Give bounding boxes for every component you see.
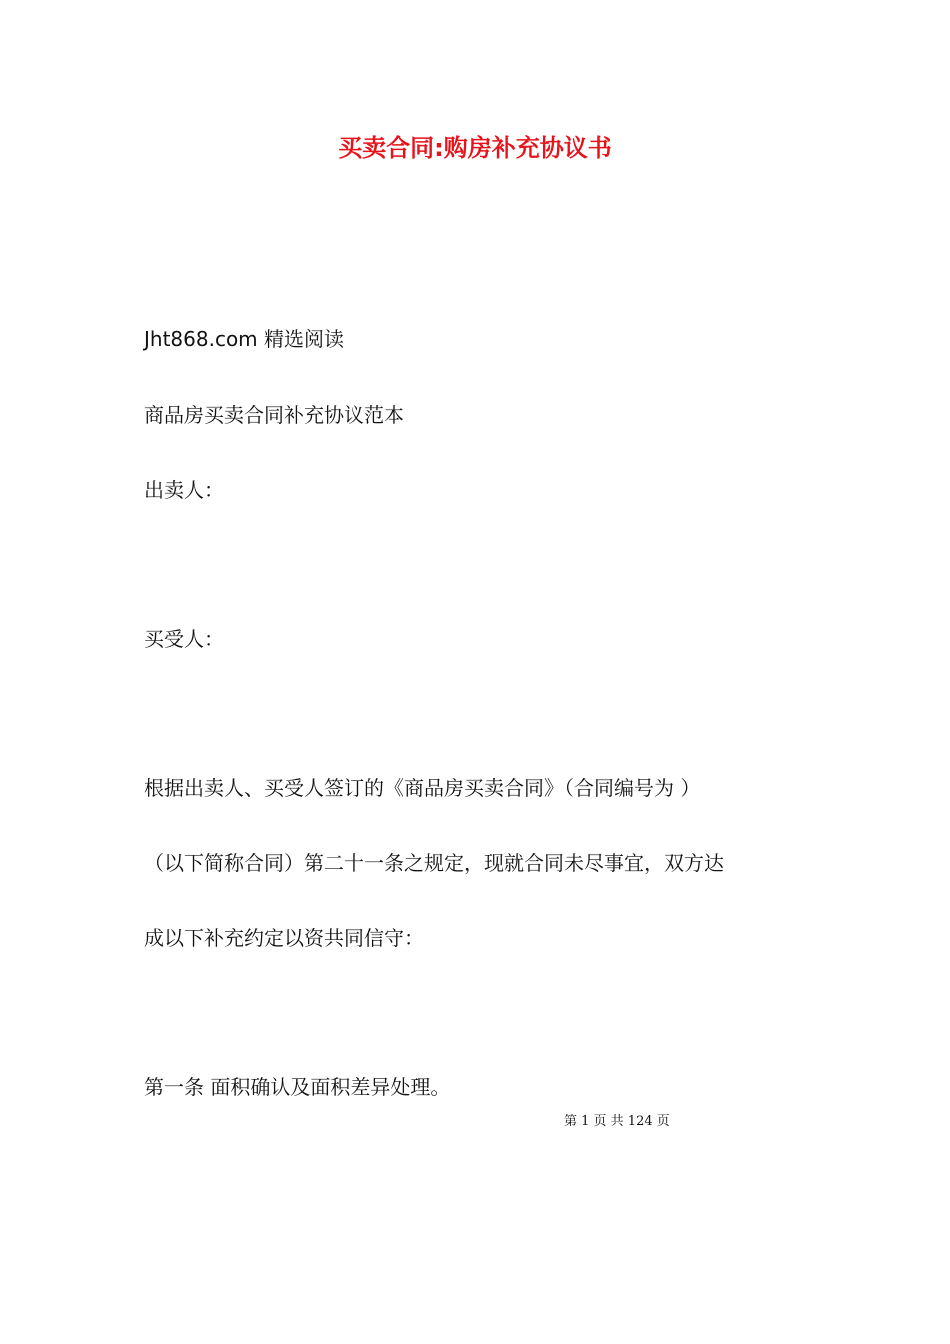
- buyer-label: 买受人：: [144, 627, 224, 651]
- page-footer: 第 1 页 共 124 页: [564, 1114, 670, 1129]
- seller-label: 出卖人：: [144, 478, 224, 502]
- paragraph-line-3: 成以下补充约定以资共同信守：: [144, 926, 424, 950]
- paragraph-line-1: 根据出卖人、买受人签订的《商品房买卖合同》（合同编号为 ）: [144, 776, 701, 800]
- article-heading: 第一条 面积确认及面积差异处理。: [144, 1075, 451, 1099]
- source-line: Jht868.com 精选阅读: [144, 327, 345, 351]
- paragraph-line-2: （以下简称合同）第二十一条之规定，现就合同未尽事宜，双方达: [144, 851, 724, 875]
- subtitle-line: 商品房买卖合同补充协议范本: [144, 403, 404, 427]
- document-title: 买卖合同:购房补充协议书: [338, 134, 612, 162]
